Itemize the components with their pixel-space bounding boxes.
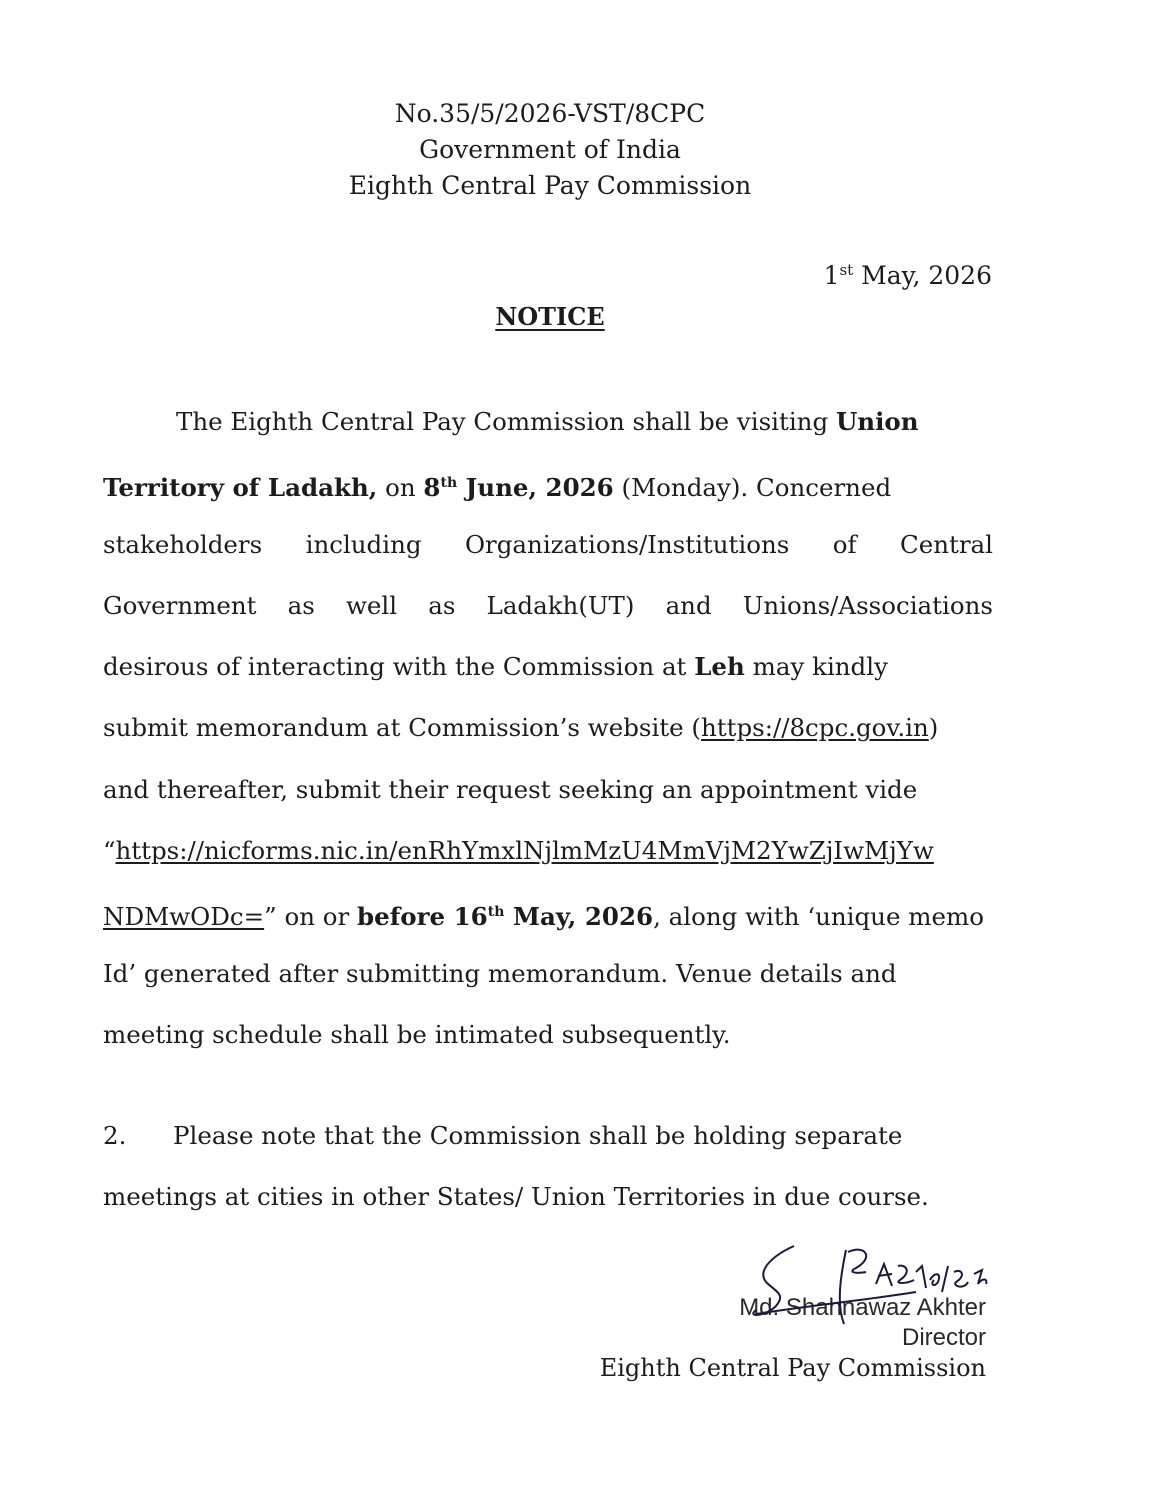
word: Central — [899, 529, 993, 559]
date-suffix: st — [839, 261, 854, 279]
para1-text: may kindly — [744, 652, 888, 682]
deadline-suffix: th — [487, 904, 505, 921]
word: Government — [103, 590, 257, 620]
para1-text: ” on or — [264, 902, 358, 932]
signature-block — [566, 1244, 986, 1394]
appointment-form-link[interactable]: https://nicforms.nic.in/enRhYmxlNjlmMzU4MmVjM2YwZjIwMjYw — [115, 836, 934, 866]
notice-paragraph-1 — [103, 404, 993, 1078]
visit-month-year: June, 2026 — [457, 473, 614, 503]
para1-union: Union — [835, 407, 919, 436]
handwritten-signature — [716, 1244, 1036, 1334]
deadline-month-year: May, 2026 — [504, 902, 654, 932]
deadline-day: before 16 — [357, 902, 488, 932]
quote-mark: “ — [103, 836, 116, 866]
word: of — [832, 529, 857, 559]
appointment-form-link-continued[interactable]: NDMwODc= — [103, 902, 265, 932]
signatory-organization: Eighth Central Pay Commission — [599, 1354, 986, 1382]
para1-text: ) — [928, 713, 939, 743]
para1-line-9 — [103, 894, 993, 955]
notice-paragraph-2 — [103, 1118, 993, 1241]
para1-text: The Eighth Central Pay Commission shall be visiting — [176, 407, 836, 436]
para1-line-4 — [103, 588, 993, 649]
para1-text: desirous of interacting with the Commission at — [103, 652, 695, 682]
date-month-year: May, 2026 — [853, 261, 992, 290]
para1-weekday: (Monday). Concerned — [613, 473, 892, 503]
para2-text: meetings at cities in other States/ Union Territories in due course. — [103, 1182, 929, 1212]
para1-text: , along with ‘unique memo — [653, 902, 984, 932]
notice-title: NOTICE — [495, 302, 605, 331]
signatory-designation: Director — [901, 1324, 986, 1351]
notice-date — [824, 253, 992, 293]
para1-leh: Leh — [694, 652, 745, 682]
para2-line-1 — [103, 1118, 993, 1179]
website-link[interactable]: https://8cpc.gov.in — [700, 713, 929, 743]
para1-text: and thereafter, submit their request seeking an appointment vide — [103, 774, 918, 804]
para1-line-6 — [103, 710, 993, 771]
para1-line-5 — [103, 649, 993, 710]
word: Unions/Associations — [742, 590, 993, 620]
para1-line-1 — [103, 404, 993, 465]
para1-visit-date — [423, 473, 613, 502]
word: well — [345, 590, 398, 620]
para1-line-8 — [103, 833, 993, 894]
reference-number: No.35/5/2026-VST/8CPC — [394, 99, 706, 128]
para1-line-3 — [103, 527, 993, 588]
para1-line-2 — [103, 465, 993, 526]
para2-line-2 — [103, 1179, 993, 1240]
government-name: Government of India — [419, 135, 681, 164]
para1-text: submit memorandum at Commission’s website ( — [103, 713, 701, 743]
para1-line-10 — [103, 956, 993, 1017]
word: Organizations/Institutions — [464, 529, 790, 559]
commission-name: Eighth Central Pay Commission — [348, 171, 752, 200]
para1-line-11 — [103, 1017, 993, 1078]
visit-day-suffix: th — [440, 475, 458, 492]
word: and — [665, 590, 712, 620]
word: stakeholders — [103, 529, 263, 559]
para1-deadline — [357, 902, 653, 931]
para1-line-7 — [103, 772, 993, 833]
para1-territory: Territory of Ladakh, — [103, 473, 378, 503]
signatory-name: Md. Shahnawaz Akhter — [739, 1294, 986, 1321]
para1-text: Id’ generated after submitting memorandum. Venue details and — [103, 958, 897, 988]
word: Ladakh(UT) — [486, 590, 635, 620]
word: as — [287, 590, 315, 620]
date-day: 1 — [823, 261, 840, 290]
para1-text: meeting schedule shall be intimated subsequently. — [103, 1019, 731, 1049]
para1-on: on — [377, 473, 424, 503]
paragraph-number: 2. — [103, 1121, 127, 1150]
letter-header — [0, 96, 1100, 204]
para2-text: Please note that the Commission shall be holding separate — [173, 1121, 903, 1150]
word: including — [305, 529, 422, 559]
visit-day: 8 — [423, 473, 441, 503]
word: as — [428, 590, 456, 620]
